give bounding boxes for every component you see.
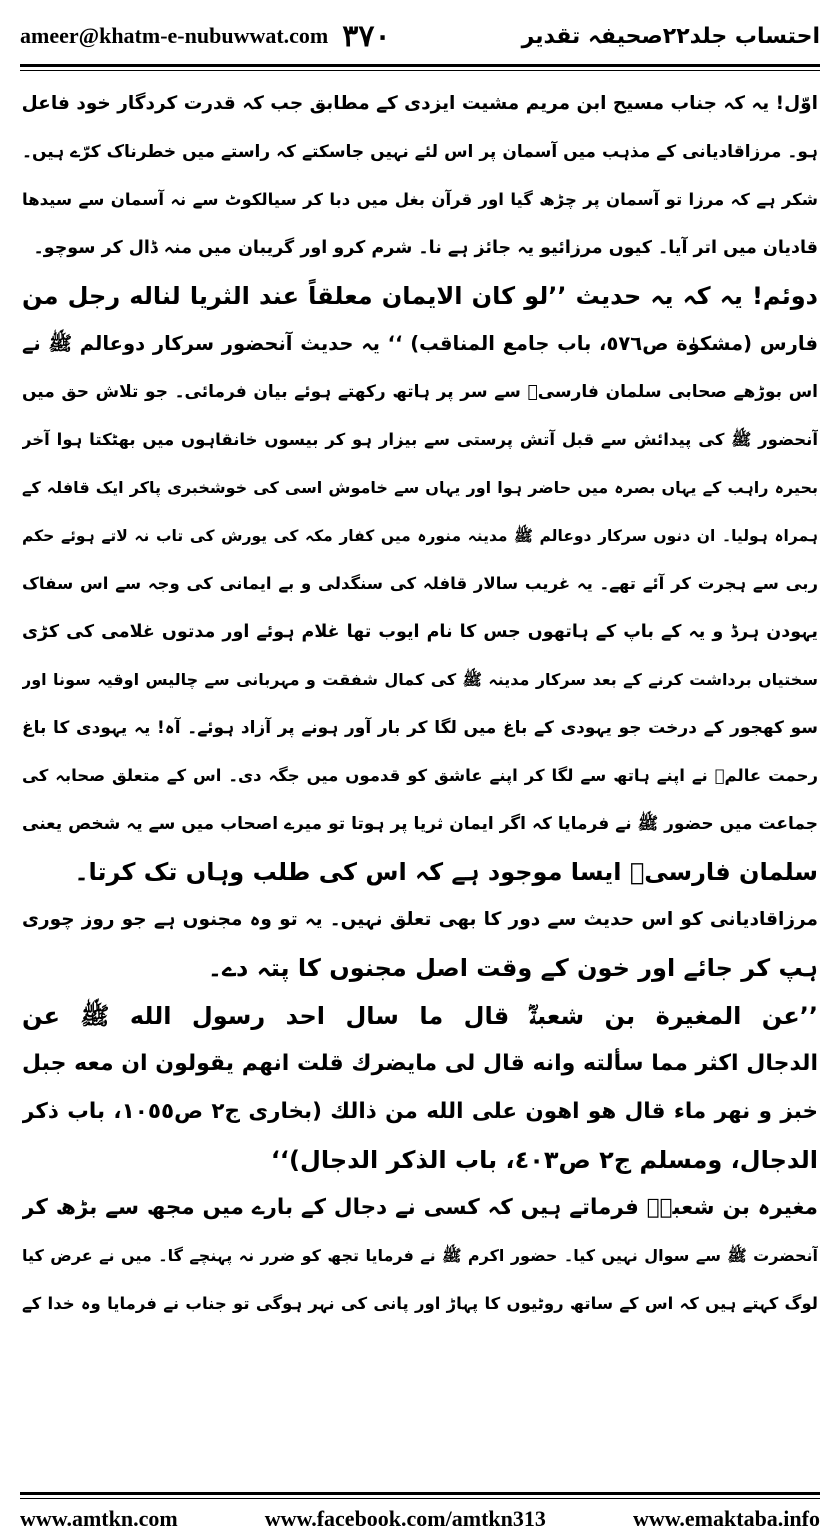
body-line: ہمراہ ہولیا۔ ان دنوں سرکار دوعالم ﷺ مدینہ منورہ میں کفار مکہ کی یورش کی تاب نہ لاتے ہوئے حکم xyxy=(22,527,818,545)
footer-link-amtkn[interactable]: www.amtkn.com xyxy=(20,1506,178,1531)
page-header xyxy=(20,14,820,58)
footer-link-facebook[interactable]: www.facebook.com/amtkn313 xyxy=(264,1506,546,1531)
body-line: سلمان فارسیؓ ایسا موجود ہے کہ اس کی طلب وہاں تک کرتا۔ xyxy=(74,858,818,886)
body-line: الدجال اكثر مما سألته وانه قال لى مايضرك قلت انهم يقولون ان معه جبل xyxy=(22,1051,818,1076)
body-line: ربی سے ہجرت کر آئے تھے۔ یہ غریب سالار قافلہ کی سنگدلی و بے ایمانی کی وجہ سے اس سفاک xyxy=(22,574,818,593)
body-line: قادیان میں اتر آیا۔ کیوں مرزائیو یہ جائز ہے نا۔ شرم کرو اور گریبان میں منہ ڈال کر سوچو۔ xyxy=(33,238,818,258)
body-line: رحمت عالمؐ نے اپنے ہاتھ سے لگا کر اپنے عاشق کو قدموں میں جگہ دی۔ اس کے متعلق صحابہ کی xyxy=(22,766,818,785)
header-email: ameer@khatm-e-nubuwwat.com xyxy=(20,23,329,48)
body-line: ’’عن المغيرة بن شعبةؓ قال ما سال احد رسول الله ﷺ عن xyxy=(22,1002,818,1030)
body-line: خبز و نهر ماء قال هو اهون على الله من ذالك (بخارى ج٢ ص١٠٥٥، باب ذكر xyxy=(22,1099,818,1124)
body-line: الدجال، ومسلم ج٢ ص٤٠٣، باب الذكر الدجال)‘‘ xyxy=(270,1146,818,1174)
body-line: اوّل! یہ کہ جناب مسیح ابن مریم مشیت ایزدی کے مطابق جب کہ قدرت کردگار خود فاعل xyxy=(22,93,818,114)
body-line: ہو۔ مرزاقادیانی کے مذہب میں آسمان پر اس لئے نہیں جاسکتے کہ راستے میں خطرناک کرّے ہیں۔ xyxy=(22,142,818,162)
header-left xyxy=(20,19,391,54)
body-line: بحیرہ راہب کے یہاں بصرہ میں حاضر ہوا اور یہاں سے خاموش اسی کی خوشخبری پاکر ایک قافلہ کے xyxy=(22,478,818,497)
header-rule-thin xyxy=(20,70,820,71)
body-line: جماعت میں حضور ﷺ نے فرمایا کہ اگر ایمان ثریا پر ہوتا تو میرے اصحاب میں سے یہ شخص یعنی xyxy=(22,814,818,834)
body-line: مغیرہ بن شعبہؓ فرماتے ہیں کہ کسی نے دجال کے بارے میں مجھ سے بڑھ کر xyxy=(22,1195,818,1220)
body-line: مرزاقادیانی کو اس حدیث سے دور کا بھی تعلق نہیں۔ یہ تو وہ مجنوں ہے جو روز چوری xyxy=(22,909,818,930)
body-line: آنحضور ﷺ کی پیدائش سے قبل آتش پرستی سے بیزار ہو کر بیسوں خانقاہوں میں بھٹکتا ہوا آخر xyxy=(22,430,818,449)
footer-rule xyxy=(20,1492,820,1495)
body-line: فارس (مشكوٰة ص٥٧٦، باب جامع المناقب) ‘‘ یہ حدیث آنحضور سرکار دوعالم ﷺ نے xyxy=(22,332,818,355)
body-line: شکر ہے کہ مرزا تو آسمان پر چڑھ گیا اور قرآن بغل میں دبا کر سیالکوٹ سے نہ آسمان سے سیدھا xyxy=(22,190,818,209)
page-body xyxy=(22,80,818,1445)
page-footer xyxy=(20,1504,820,1534)
body-line: یہودن ہرڈ و یہ کے باپ کے ہاتھوں جس کا نام ایوب تھا غلام ہوئے اور مدتوں غلامی کی کڑی xyxy=(22,622,818,642)
body-line: اس بوڑھے صحابی سلمان فارسیؓ سے سر پر ہاتھ رکھتے ہوئے بیان فرمائی۔ جو تلاش حق میں xyxy=(22,382,818,402)
footer-link-emaktaba[interactable]: www.emaktaba.info xyxy=(632,1506,820,1531)
page-number: ۳۷۰ xyxy=(342,18,391,54)
body-line: دوئم! یہ کہ یہ حدیث ’’لو كان الايمان معلقاً عند الثريا لناله رجل من xyxy=(22,282,818,310)
body-line: ہپ کر جائے اور خون کے وقت اصل مجنوں کا پتہ دے۔ xyxy=(207,954,818,982)
book-title: احتساب جلد۲۲صحیفہ تقدیر xyxy=(521,23,820,49)
body-line: لوگ کہتے ہیں کہ اس کے ساتھ روٹیوں کا پہاڑ اور پانی کی نہر ہوگی تو جناب نے فرمایا وہ خدا کے xyxy=(22,1294,818,1313)
body-line: آنحضرت ﷺ سے سوال نہیں کیا۔ حضور اکرم ﷺ نے فرمایا تجھ کو ضرر نہ پہنچے گا۔ میں نے عرض کیا xyxy=(22,1246,818,1265)
body-line: سو کھجور کے درخت جو یہودی کے باغ میں لگا کر بار آور ہونے پر آزاد ہوئے۔ آہ! یہ یہودی کا باغ xyxy=(22,718,818,738)
body-line: سختیاں برداشت کرنے کے بعد سرکار مدینہ ﷺ کی کمال شفقت و مہربانی سے چالیس اوقیہ سونا اور xyxy=(22,670,818,689)
header-rule xyxy=(20,64,820,67)
footer-rule-thin xyxy=(20,1498,820,1499)
